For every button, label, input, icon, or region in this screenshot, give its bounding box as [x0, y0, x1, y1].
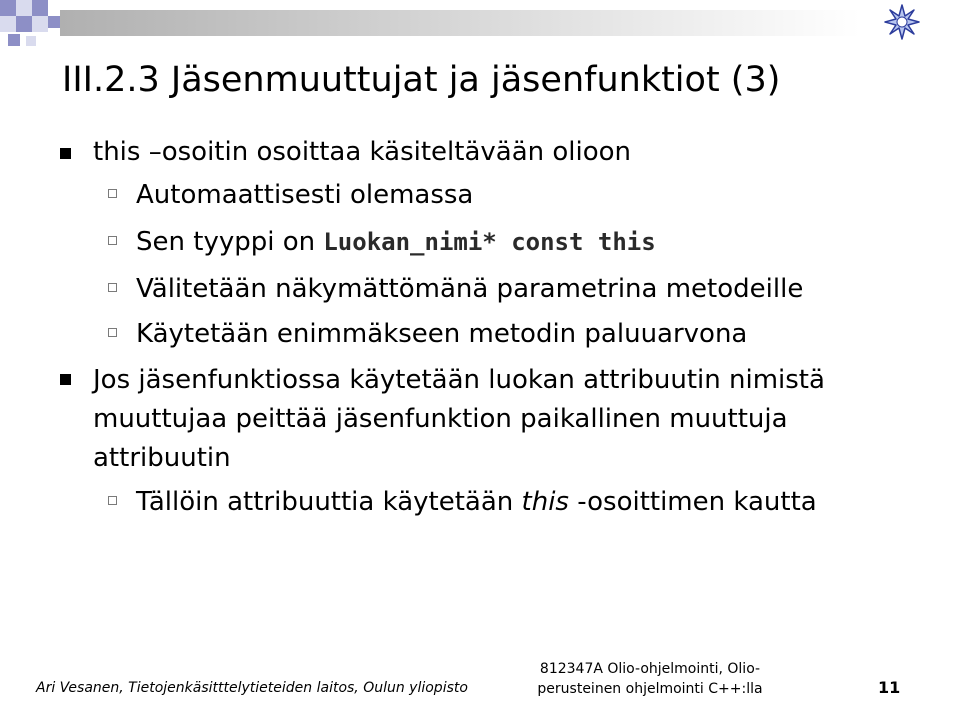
bullet-text: this –osoitin osoittaa käsiteltävään olioon [93, 137, 632, 167]
sub-bullet-text: Välitetään näkymättömänä parametrina metodeille [136, 274, 804, 304]
type-prefix: Sen tyyppi on [136, 227, 324, 257]
sub-bullet-marker [108, 236, 117, 245]
footer-course [535, 659, 765, 699]
bullet-text-line: muuttujaa peittää jäsenfunktion paikallinen muuttuja [93, 404, 788, 434]
code-snippet: Luokan_nimi* const this [323, 228, 656, 256]
sub-bullet-marker [108, 189, 117, 198]
sub-bullet-prefix: Tällöin attribuuttia käytetään [136, 487, 522, 517]
page-number: 11 [878, 678, 901, 697]
footer-author: Ari Vesanen, Tietojenkäsitttelytieteiden laitos, Oulun yliopisto [36, 680, 468, 696]
sub-bullet-text [136, 223, 656, 261]
this-italic: this [521, 487, 569, 517]
sub-bullet-marker [108, 283, 117, 292]
footer-course-line: 812347A Olio-ohjelmointi, Olio- [539, 661, 761, 677]
bullet-text-line: attribuutin [93, 443, 231, 473]
sun-star-icon [884, 4, 920, 40]
bullet-marker [60, 148, 71, 159]
sub-bullet-text [136, 483, 817, 521]
checker-squares-decoration [0, 0, 959, 60]
sub-bullet-text: Automaattisesti olemassa [136, 180, 474, 210]
sub-bullet-text: Käytetään enimmäkseen metodin paluuarvona [136, 319, 748, 349]
bullet-marker [60, 374, 71, 385]
sub-bullet-suffix: -osoittimen kautta [568, 487, 817, 517]
sub-bullet-marker [108, 496, 117, 505]
slide-title: III.2.3 Jäsenmuuttujat ja jäsenfunktiot (3) [62, 60, 781, 100]
bullet-text-line: Jos jäsenfunktiossa käytetään luokan attribuutin nimistä [93, 365, 825, 395]
footer-course-line: perusteinen ohjelmointi C++:lla [537, 681, 763, 697]
sub-bullet-marker [108, 328, 117, 337]
